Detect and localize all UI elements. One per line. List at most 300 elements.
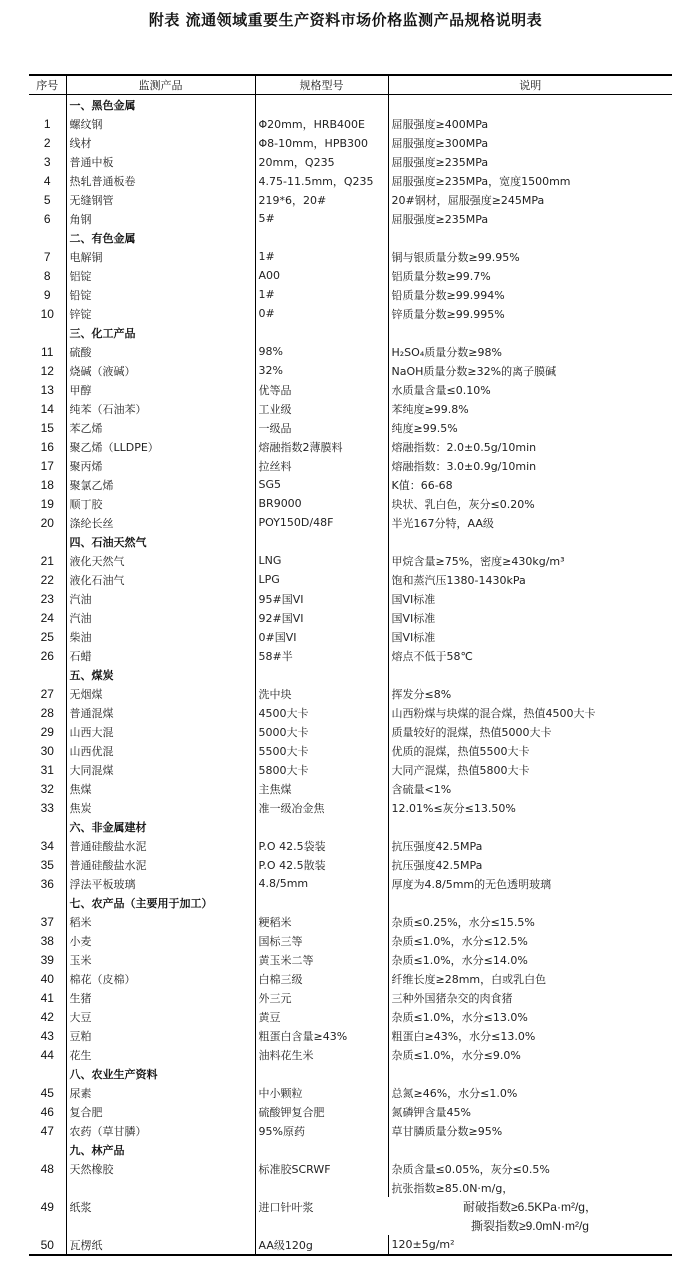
cell-spec [255, 228, 388, 247]
cell-desc: 国VI标准 [388, 589, 672, 608]
cell-desc: 杂质≤0.25%，水分≤15.5% [388, 912, 672, 931]
table-header-row [29, 75, 672, 95]
cell-product: 无烟煤 [66, 684, 255, 703]
table-row [29, 513, 672, 532]
cell-spec: 主焦煤 [255, 779, 388, 798]
cell-no: 49 [40, 1199, 54, 1214]
table-row [29, 836, 672, 855]
cell-desc: 苯纯度≥99.8% [388, 399, 672, 418]
cell-spec: POY150D/48F [255, 513, 388, 532]
cell-spec [255, 323, 388, 342]
cell-desc: 杂质≤1.0%，水分≤12.5% [388, 931, 672, 950]
table-row [29, 494, 672, 513]
cell-no: 21 [40, 553, 54, 568]
table-row [29, 722, 672, 741]
cell-no [29, 323, 66, 342]
table-row [29, 266, 672, 285]
cell-spec [255, 893, 388, 912]
table-row [29, 171, 672, 190]
cell-desc: 氮磷钾含量45% [388, 1102, 672, 1121]
cell-no: 43 [40, 1028, 54, 1043]
table-row [29, 209, 672, 228]
cell-product: 铅锭 [66, 285, 255, 304]
cell-no: 28 [40, 705, 54, 720]
table-row [29, 912, 672, 931]
table-body [29, 95, 672, 1256]
cell-spec: 1# [255, 247, 388, 266]
table-row [29, 475, 672, 494]
cell-desc: 20#钢材，屈服强度≥245MPa [388, 190, 672, 209]
page-title: 附表 流通领域重要生产资料市场价格监测产品规格说明表 [148, 11, 543, 29]
cell-spec: LNG [255, 551, 388, 570]
cell-no: 7 [43, 249, 51, 264]
cell-product: 纸浆 [66, 1178, 255, 1235]
cell-desc: K值：66-68 [388, 475, 672, 494]
cell-product: 聚氯乙烯 [66, 475, 255, 494]
cell-no: 10 [40, 306, 54, 321]
cell-spec: 4.75-11.5mm，Q235 [255, 171, 388, 190]
table-row [29, 969, 672, 988]
cell-spec: 0# [255, 304, 388, 323]
cell-product: 汽油 [66, 589, 255, 608]
cell-product: 稻米 [66, 912, 255, 931]
cell-spec: 中小颗粒 [255, 1083, 388, 1102]
category-row [29, 665, 672, 684]
cell-spec [255, 1064, 388, 1083]
cell-product: 石蜡 [66, 646, 255, 665]
category-label: 八、农业生产资料 [66, 1064, 255, 1083]
table-row [29, 437, 672, 456]
cell-no: 42 [40, 1009, 54, 1024]
cell-spec [255, 1140, 388, 1159]
table-row [29, 190, 672, 209]
category-row [29, 1064, 672, 1083]
cell-no: 34 [40, 838, 54, 853]
cell-product: 柴油 [66, 627, 255, 646]
cell-spec: 95%原药 [255, 1121, 388, 1140]
cell-product: 花生 [66, 1045, 255, 1064]
cell-desc [388, 893, 672, 912]
cell-spec: Φ8-10mm，HPB300 [255, 133, 388, 152]
cell-product: 电解铜 [66, 247, 255, 266]
cell-desc: 熔融指数：3.0±0.9g/10min [388, 456, 672, 475]
cell-spec: 粗蛋白含量≥43% [255, 1026, 388, 1045]
cell-spec: SG5 [255, 475, 388, 494]
cell-product: 液化石油气 [66, 570, 255, 589]
cell-product: 热轧普通板卷 [66, 171, 255, 190]
cell-desc: 纯度≥99.5% [388, 418, 672, 437]
table-row [29, 1178, 672, 1197]
cell-no: 12 [40, 363, 54, 378]
table-row [29, 152, 672, 171]
table-row [29, 646, 672, 665]
cell-spec: 5800大卡 [255, 760, 388, 779]
cell-product: 棉花（皮棉） [66, 969, 255, 988]
cell-spec [255, 817, 388, 836]
cell-desc [388, 95, 672, 115]
cell-no: 11 [41, 344, 54, 359]
cell-desc: 大同产混煤，热值5800大卡 [388, 760, 672, 779]
cell-desc [388, 323, 672, 342]
cell-no: 5 [43, 192, 51, 207]
table-row [29, 874, 672, 893]
table-row [29, 570, 672, 589]
cell-no: 37 [40, 914, 54, 929]
cell-desc: 优质的混煤，热值5500大卡 [388, 741, 672, 760]
cell-product: 山西大混 [66, 722, 255, 741]
cell-spec: 20mm，Q235 [255, 152, 388, 171]
cell-desc: 120±5g/m² [388, 1235, 672, 1255]
table-row [29, 684, 672, 703]
cell-no: 13 [40, 382, 54, 397]
cell-no: 6 [43, 211, 51, 226]
table-row [29, 988, 672, 1007]
category-label: 九、林产品 [66, 1140, 255, 1159]
cell-desc [388, 817, 672, 836]
cell-spec: AA级120g [255, 1235, 388, 1255]
cell-no [29, 228, 66, 247]
cell-product: 豆粕 [66, 1026, 255, 1045]
cell-no: 38 [40, 933, 54, 948]
cell-desc: 熔融指数：2.0±0.5g/10min [388, 437, 672, 456]
cell-no: 22 [40, 572, 54, 587]
cell-spec: 5000大卡 [255, 722, 388, 741]
cell-spec: 0#国VI [255, 627, 388, 646]
cell-no: 29 [40, 724, 54, 739]
cell-desc: 杂质≤1.0%，水分≤13.0% [388, 1007, 672, 1026]
category-row [29, 95, 672, 115]
cell-product: 农药（草甘膦） [66, 1121, 255, 1140]
category-label: 五、煤炭 [66, 665, 255, 684]
cell-product: 普通硅酸盐水泥 [66, 836, 255, 855]
cell-desc: 锌质量分数≥99.995% [388, 304, 672, 323]
header-desc: 说明 [388, 75, 672, 95]
cell-no: 47 [40, 1123, 54, 1138]
category-row [29, 817, 672, 836]
cell-spec: 黄玉米二等 [255, 950, 388, 969]
table-row [29, 931, 672, 950]
cell-desc: 铅质量分数≥99.994% [388, 285, 672, 304]
cell-desc: 屈服强度≥400MPa [388, 114, 672, 133]
cell-product: 聚乙烯（LLDPE） [66, 437, 255, 456]
table-row [29, 342, 672, 361]
cell-desc: 厚度为4.8/5mm的无色透明玻璃 [388, 874, 672, 893]
cell-desc: 杂质≤1.0%，水分≤9.0% [388, 1045, 672, 1064]
cell-spec: 粳稻米 [255, 912, 388, 931]
cell-spec: 98% [255, 342, 388, 361]
cell-no: 25 [40, 629, 54, 644]
cell-product: 普通混煤 [66, 703, 255, 722]
cell-no [29, 665, 66, 684]
cell-spec [255, 95, 388, 115]
cell-desc: 杂质含量≤0.05%，灰分≤0.5% [388, 1159, 672, 1178]
cell-spec: LPG [255, 570, 388, 589]
cell-desc: 甲烷含量≥75%，密度≥430kg/m³ [388, 551, 672, 570]
table-row [29, 133, 672, 152]
cell-spec: 准一级冶金焦 [255, 798, 388, 817]
cell-spec: P.O 42.5散装 [255, 855, 388, 874]
cell-desc: 饱和蒸汽压1380-1430kPa [388, 570, 672, 589]
cell-no: 35 [40, 857, 54, 872]
cell-spec: 硫酸钾复合肥 [255, 1102, 388, 1121]
cell-desc: 含硫量<1% [388, 779, 672, 798]
cell-desc: 水质量含量≤0.10% [388, 380, 672, 399]
cell-product: 硫酸 [66, 342, 255, 361]
header-no: 序号 [36, 79, 59, 92]
cell-product: 聚丙烯 [66, 456, 255, 475]
cell-spec: A00 [255, 266, 388, 285]
cell-spec: 熔融指数2薄膜料 [255, 437, 388, 456]
cell-spec: 1# [255, 285, 388, 304]
category-label: 二、有色金属 [66, 228, 255, 247]
table-row [29, 950, 672, 969]
cell-product: 焦炭 [66, 798, 255, 817]
table-row [29, 1159, 672, 1178]
table-row [29, 380, 672, 399]
cell-product: 玉米 [66, 950, 255, 969]
cell-spec: 92#国VI [255, 608, 388, 627]
table-row [29, 855, 672, 874]
cell-no: 18 [40, 477, 54, 492]
cell-product: 无缝钢管 [66, 190, 255, 209]
cell-product: 复合肥 [66, 1102, 255, 1121]
cell-product: 生猪 [66, 988, 255, 1007]
cell-spec [255, 532, 388, 551]
cell-product: 普通中板 [66, 152, 255, 171]
cell-spec: 白棉三级 [255, 969, 388, 988]
table-row [29, 1121, 672, 1140]
table-row [29, 418, 672, 437]
table-row [29, 1235, 672, 1255]
cell-no: 8 [43, 268, 51, 283]
cell-desc [388, 1140, 672, 1159]
cell-no: 39 [40, 952, 54, 967]
cell-no: 20 [40, 515, 54, 530]
table-row [29, 798, 672, 817]
cell-no [29, 893, 66, 912]
table-row [29, 1026, 672, 1045]
cell-desc: 山西粉煤与块煤的混合煤，热值4500大卡 [388, 703, 672, 722]
spec-table [29, 74, 672, 1256]
cell-product: 大豆 [66, 1007, 255, 1026]
category-row [29, 893, 672, 912]
cell-no [29, 1140, 66, 1159]
category-label: 六、非金属建材 [66, 817, 255, 836]
cell-spec: 32% [255, 361, 388, 380]
cell-no: 9 [43, 287, 51, 302]
table-row [29, 304, 672, 323]
cell-product: 甲醇 [66, 380, 255, 399]
cell-desc: 屈服强度≥235MPa [388, 152, 672, 171]
cell-spec: 5500大卡 [255, 741, 388, 760]
cell-no: 23 [40, 591, 54, 606]
cell-product: 螺纹钢 [66, 114, 255, 133]
cell-product: 锌锭 [66, 304, 255, 323]
table-row [29, 456, 672, 475]
cell-product: 汽油 [66, 608, 255, 627]
cell-product: 浮法平板玻璃 [66, 874, 255, 893]
cell-spec: 工业级 [255, 399, 388, 418]
header-product: 监测产品 [66, 75, 255, 95]
cell-product: 涤纶长丝 [66, 513, 255, 532]
cell-spec: 219*6，20# [255, 190, 388, 209]
cell-no: 16 [40, 439, 54, 454]
cell-no: 32 [40, 781, 54, 796]
table-row [29, 627, 672, 646]
cell-desc [388, 665, 672, 684]
cell-spec: 58#半 [255, 646, 388, 665]
table-row [29, 760, 672, 779]
cell-no [29, 95, 66, 115]
cell-desc: H₂SO₄质量分数≥98% [388, 342, 672, 361]
cell-no: 41 [40, 990, 54, 1005]
cell-desc: NaOH质量分数≥32%的离子膜碱 [388, 361, 672, 380]
cell-desc: 抗压强度42.5MPa [388, 855, 672, 874]
cell-spec: 优等品 [255, 380, 388, 399]
cell-spec: Φ20mm，HRB400E [255, 114, 388, 133]
table-row [29, 703, 672, 722]
cell-product: 焦煤 [66, 779, 255, 798]
cell-product: 苯乙烯 [66, 418, 255, 437]
cell-desc [388, 532, 672, 551]
cell-no: 26 [40, 648, 54, 663]
cell-spec: 95#国VI [255, 589, 388, 608]
cell-no [29, 532, 66, 551]
cell-spec: 外三元 [255, 988, 388, 1007]
cell-desc: 12.01%≤灰分≤13.50% [388, 798, 672, 817]
cell-spec: 油料花生米 [255, 1045, 388, 1064]
category-row [29, 228, 672, 247]
table-row [29, 1045, 672, 1064]
cell-desc: 屈服强度≥300MPa [388, 133, 672, 152]
cell-no: 33 [40, 800, 54, 815]
cell-no: 48 [40, 1161, 54, 1176]
cell-product: 烧碱（液碱） [66, 361, 255, 380]
cell-product: 液化天然气 [66, 551, 255, 570]
table-row [29, 285, 672, 304]
cell-spec: P.O 42.5袋装 [255, 836, 388, 855]
cell-product: 山西优混 [66, 741, 255, 760]
table-row [29, 608, 672, 627]
cell-no: 17 [40, 458, 54, 473]
cell-desc: 国VI标准 [388, 608, 672, 627]
cell-no: 27 [40, 686, 54, 701]
category-row [29, 532, 672, 551]
cell-desc: 铝质量分数≥99.7% [388, 266, 672, 285]
cell-no: 46 [40, 1104, 54, 1119]
category-label: 四、石油天然气 [66, 532, 255, 551]
cell-desc: 屈服强度≥235MPa [388, 209, 672, 228]
cell-desc: 块状、乳白色，灰分≤0.20% [388, 494, 672, 513]
table-row [29, 1102, 672, 1121]
cell-no [29, 1064, 66, 1083]
table-row [29, 1007, 672, 1026]
cell-no: 40 [40, 971, 54, 986]
category-row [29, 323, 672, 342]
cell-product: 尿素 [66, 1083, 255, 1102]
cell-spec: 4.8/5mm [255, 874, 388, 893]
cell-desc: 总氮≥46%，水分≤1.0% [388, 1083, 672, 1102]
cell-product: 小麦 [66, 931, 255, 950]
cell-product: 铝锭 [66, 266, 255, 285]
cell-spec: 国标三等 [255, 931, 388, 950]
cell-spec: 拉丝料 [255, 456, 388, 475]
cell-product: 线材 [66, 133, 255, 152]
cell-spec: 4500大卡 [255, 703, 388, 722]
cell-no [29, 817, 66, 836]
cell-no: 45 [40, 1085, 54, 1100]
cell-product: 瓦楞纸 [66, 1235, 255, 1255]
cell-product: 普通硅酸盐水泥 [66, 855, 255, 874]
cell-no: 19 [40, 496, 54, 511]
cell-desc [388, 1064, 672, 1083]
cell-desc: 纤维长度≥28mm，白或乳白色 [388, 969, 672, 988]
cell-product: 顺丁胶 [66, 494, 255, 513]
table-row [29, 399, 672, 418]
cell-desc: 草甘膦质量分数≥95% [388, 1121, 672, 1140]
cell-no: 31 [40, 762, 54, 777]
cell-product: 天然橡胶 [66, 1159, 255, 1178]
cell-spec: 5# [255, 209, 388, 228]
cell-desc: 铜与银质量分数≥99.95% [388, 247, 672, 266]
cell-desc: 熔点不低于58℃ [388, 646, 672, 665]
header-spec: 规格型号 [255, 75, 388, 95]
cell-desc: 国VI标准 [388, 627, 672, 646]
cell-no: 3 [43, 154, 51, 169]
cell-no: 50 [40, 1237, 54, 1252]
cell-no: 15 [40, 420, 54, 435]
cell-desc-line: 抗张指数≥85.0N·m/g， [388, 1178, 672, 1197]
cell-desc: 屈服强度≥235MPa，宽度1500mm [388, 171, 672, 190]
cell-desc: 挥发分≤8% [388, 684, 672, 703]
cell-no: 30 [40, 743, 54, 758]
cell-spec: 标准胶SCRWF [255, 1159, 388, 1178]
table-row [29, 589, 672, 608]
cell-spec: 进口针叶浆 [255, 1178, 388, 1235]
cell-desc-line: 撕裂指数≥9.0mN·m²/g [471, 1219, 589, 1233]
table-row [29, 114, 672, 133]
table-row [29, 779, 672, 798]
cell-no: 14 [40, 401, 54, 416]
cell-spec: BR9000 [255, 494, 388, 513]
cell-desc: 粗蛋白≥43%，水分≤13.0% [388, 1026, 672, 1045]
category-label: 三、化工产品 [66, 323, 255, 342]
cell-spec: 一级品 [255, 418, 388, 437]
cell-no: 4 [43, 173, 51, 188]
cell-no: 24 [40, 610, 54, 625]
cell-product: 角钢 [66, 209, 255, 228]
cell-product: 大同混煤 [66, 760, 255, 779]
cell-desc: 半光167分特，AA级 [388, 513, 672, 532]
category-row [29, 1140, 672, 1159]
cell-product: 纯苯（石油苯） [66, 399, 255, 418]
cell-spec [255, 665, 388, 684]
table-row [29, 361, 672, 380]
cell-no: 44 [40, 1047, 54, 1062]
table-row [29, 741, 672, 760]
cell-desc: 三种外国猪杂交的肉食猪 [388, 988, 672, 1007]
cell-desc: 杂质≤1.0%，水分≤14.0% [388, 950, 672, 969]
table-row [29, 1083, 672, 1102]
cell-no: 2 [43, 135, 51, 150]
cell-desc: 质量较好的混煤，热值5000大卡 [388, 722, 672, 741]
cell-spec: 洗中块 [255, 684, 388, 703]
cell-desc-line: 耐破指数≥6.5KPa·m²/g， [463, 1200, 597, 1214]
category-label: 七、农产品（主要用于加工） [66, 893, 255, 912]
cell-spec: 黄豆 [255, 1007, 388, 1026]
cell-desc [388, 228, 672, 247]
cell-no: 36 [40, 876, 54, 891]
